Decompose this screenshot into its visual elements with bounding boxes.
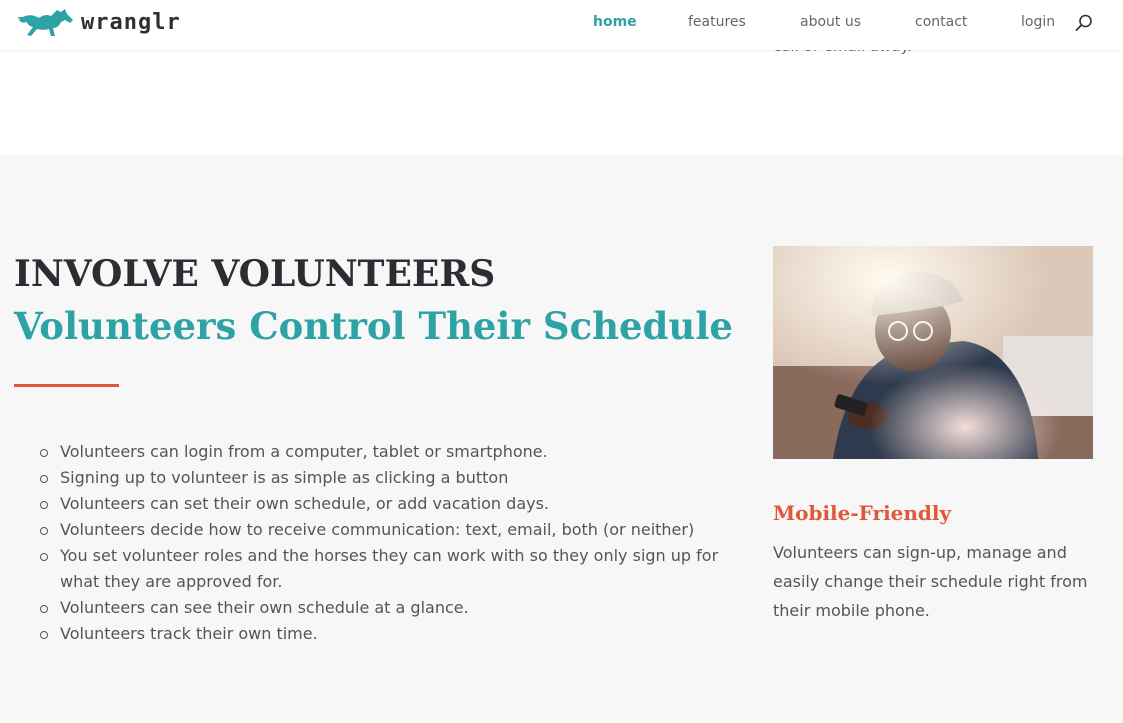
feature-list [60, 439, 730, 647]
nav-home[interactable]: home [593, 14, 637, 30]
logo[interactable] [17, 6, 181, 38]
section-eyebrow: INVOLVE VOLUNTEERS [14, 253, 496, 295]
nav-features[interactable]: features [688, 14, 746, 30]
list-item: You set volunteer roles and the horses they can work with so they only sign up for what they are approved for. [60, 543, 730, 595]
logo-text: wranglr [81, 9, 181, 35]
list-item: Volunteers track their own time. [60, 621, 730, 647]
list-item: Volunteers can login from a computer, tablet or smartphone. [60, 439, 730, 465]
feature-title: Mobile-Friendly [773, 501, 952, 525]
nav-about-us[interactable]: about us [800, 14, 862, 30]
photo-illustration [773, 246, 1093, 459]
site-header [0, 0, 1123, 50]
horse-logo-icon [17, 6, 75, 38]
volunteer-phone-photo [773, 246, 1093, 459]
nav-login[interactable]: login [1021, 14, 1056, 30]
list-item: Signing up to volunteer is as simple as clicking a button [60, 465, 730, 491]
list-item: Volunteers can see their own schedule at a glance. [60, 595, 730, 621]
list-item: Volunteers decide how to receive communication: text, email, both (or neither) [60, 517, 730, 543]
feature-description: Volunteers can sign-up, manage and easily change their schedule right from their mobile phone. [773, 543, 1088, 620]
section-title: Volunteers Control Their Schedule [14, 304, 733, 348]
volunteers-section [0, 155, 1123, 723]
list-item: Volunteers can set their own schedule, or add vacation days. [60, 491, 730, 517]
nav-contact[interactable]: contact [915, 14, 968, 30]
search-icon[interactable] [1074, 13, 1094, 33]
title-divider [14, 384, 119, 387]
